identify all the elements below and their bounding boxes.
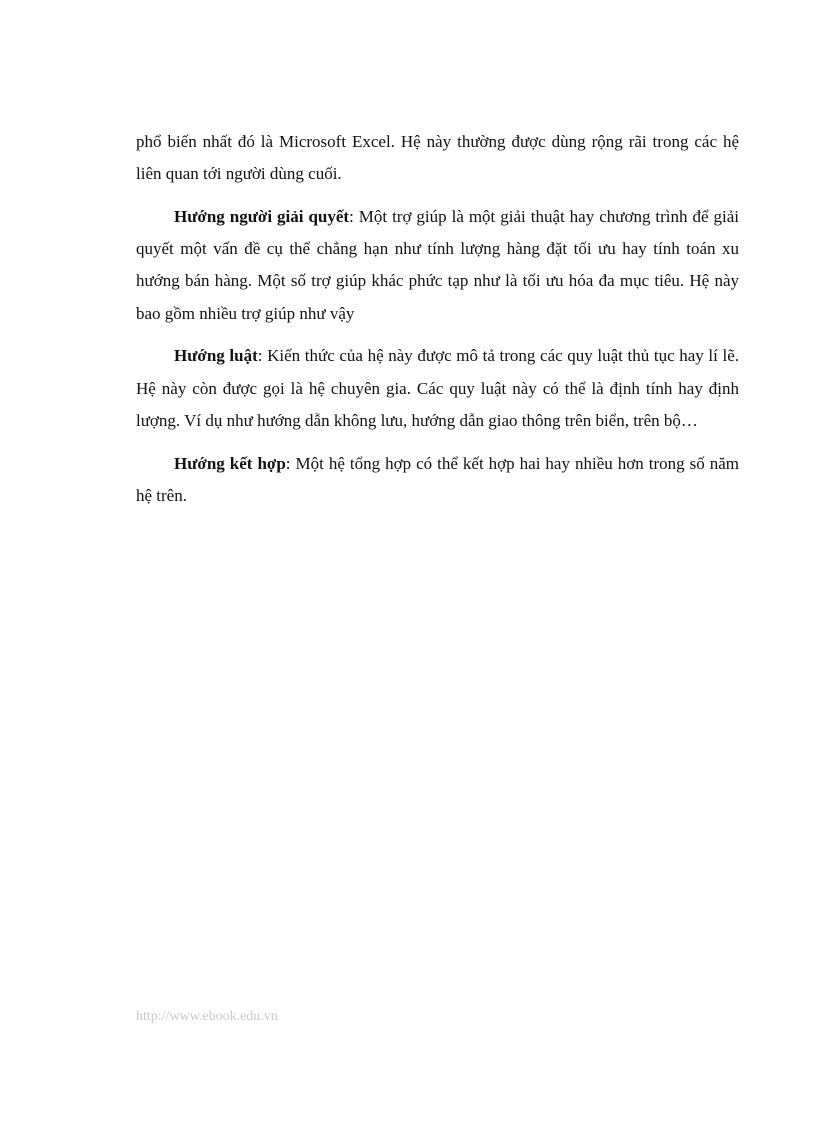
paragraph-text: : Một trợ giúp là một giải thuật hay chương trình để giải quyết một vấn đề cụ thể chẳng hạn như tính lượng hàng đặt tối ưu hay tính toán xu hướng bán hàng. Một số trợ giúp khác phức tạp như là tối ưu hóa đa mục tiêu. Hệ này bao gồm nhiều trợ giúp như vậy — [136, 207, 739, 323]
document-body — [136, 126, 739, 523]
paragraph-continuation — [136, 126, 739, 190]
term-huong-ket-hop: Hướng kết hợp — [174, 453, 286, 473]
paragraph-problem-solver — [136, 201, 739, 330]
paragraph-text: : Một hệ tổng hợp có thể kết hợp hai hay nhiều hơn trong số năm hệ trên. — [136, 453, 740, 505]
term-huong-luat: Hướng luật — [174, 346, 258, 366]
footer-url-link[interactable]: http://www.ebook.edu.vn — [136, 1009, 278, 1024]
paragraph-text: : Kiến thức của hệ này được mô tả trong các quy luật thủ tục hay lí lẽ. Hệ này còn được gọi là hệ chuyên gia. Các quy luật này có thể là định tính hay định lượng. Ví dụ như hướng dẫn không lưu, hướng dẫn giao thông trên biển, trên bộ… — [136, 346, 740, 430]
paragraph-rule-based — [136, 340, 739, 437]
paragraph-text: phổ biến nhất đó là Microsoft Excel. Hệ này thường được dùng rộng rãi trong các hệ liên quan tới người dùng cuối. — [136, 132, 739, 184]
term-huong-nguoi-giai-quyet: Hướng người giải quyết — [174, 207, 350, 226]
paragraph-hybrid — [136, 448, 739, 512]
